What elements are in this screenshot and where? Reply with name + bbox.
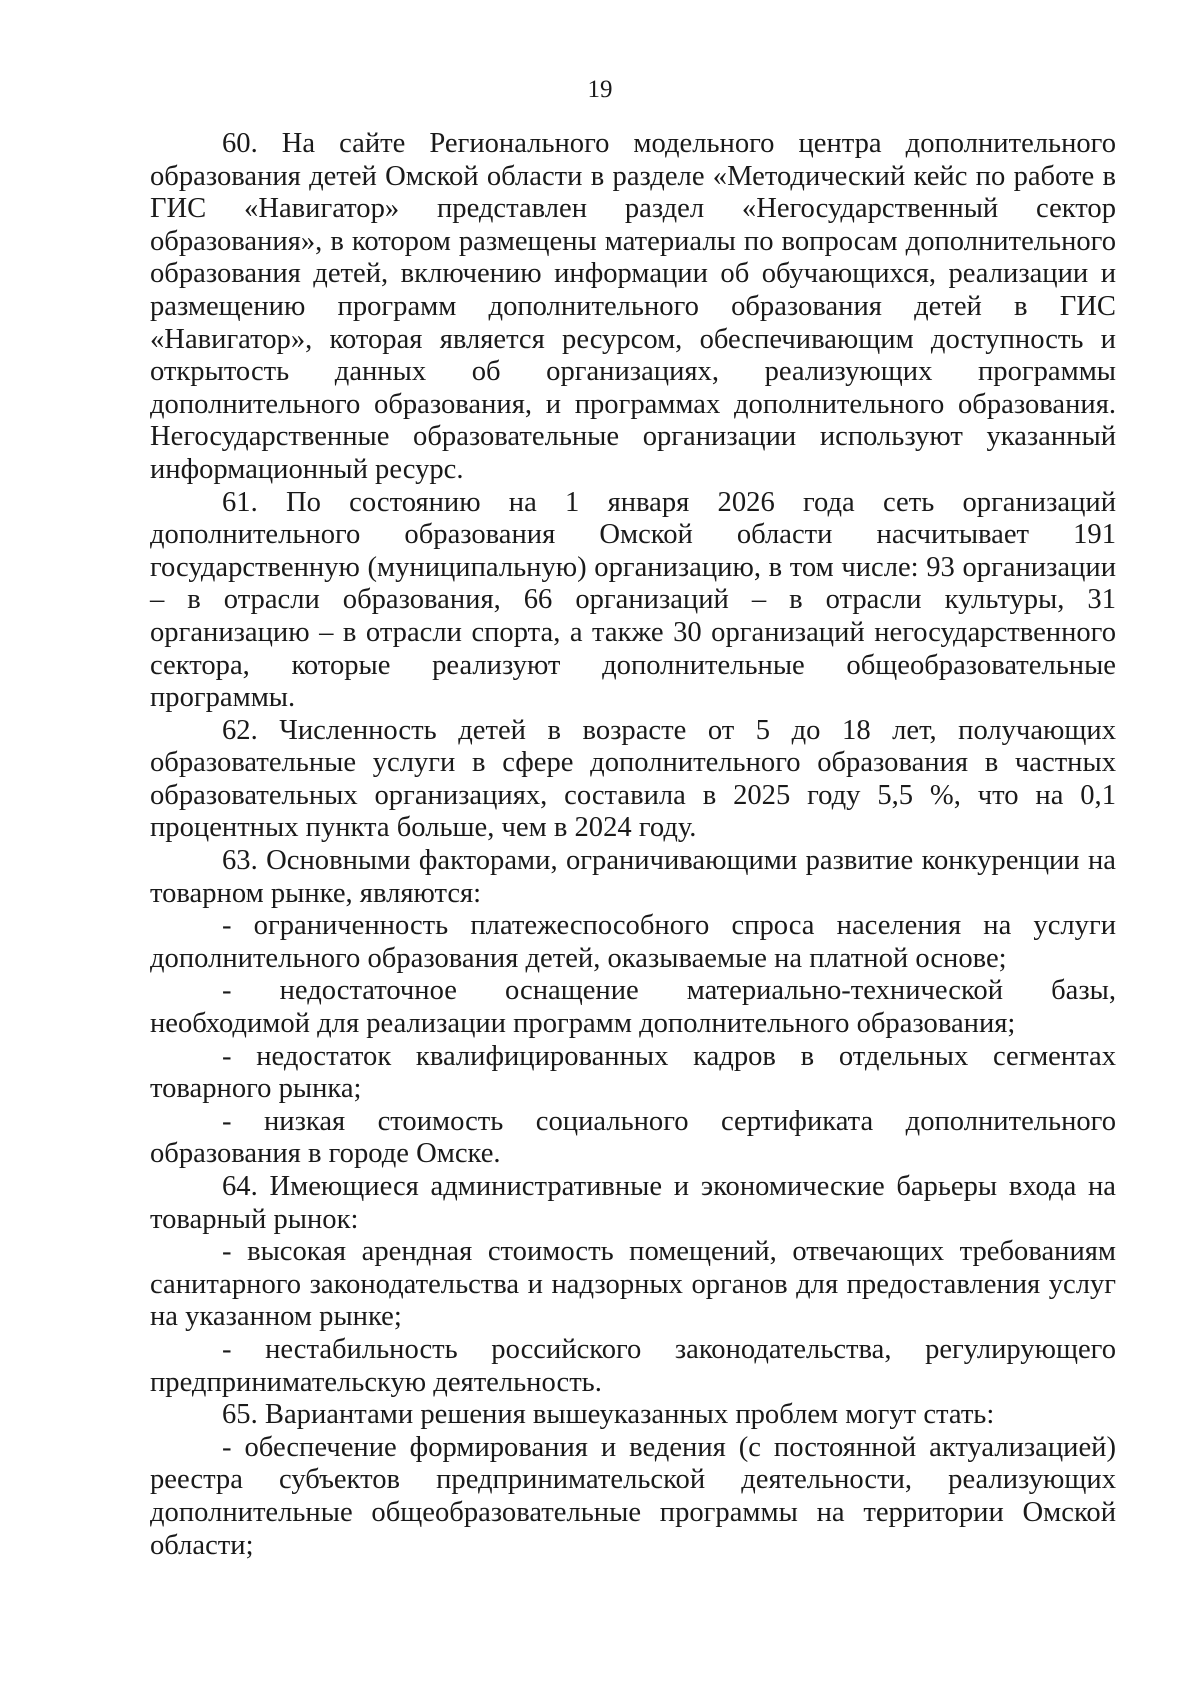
list-item-63-4: - низкая стоимость социального сертификата дополнительного образования в городе Омске. (150, 1105, 1116, 1170)
list-item-63-1: - ограниченность платежеспособного спроса населения на услуги дополнительного образования детей, оказываемые на платной основе; (150, 910, 1116, 974)
paragraph-63: 63. Основными факторами, ограничивающими развитие конкуренции на товарном рынке, являются: (150, 845, 1116, 909)
paragraph-62: 62. Численность детей в возрасте от 5 до 18 лет, получающих образовательные услуги в сфере дополнительного образования в частных образовательных организациях, составила в 2025 году 5,5 %, что на 0,1 процентных пункта больше, чем в 2024 году. (150, 714, 1116, 844)
list-item-65-1: - обеспечение формирования и ведения (с постоянной актуализацией) реестра субъектов предпринимательской деятельности, реализующих дополнительные общеобразовательные программы на территории Омской области; (150, 1431, 1116, 1561)
paragraph-61: 61. По состоянию на 1 января 2026 года сеть организаций дополнительного образования Омской области насчитывает 191 государственную (муниципальную) организацию, в том числе: 93 организации – в отрасли образования, 66 организаций – в отрасли культуры, 31 организацию – в отрасли спорта, а также 30 организаций негосударственного сектора, которые реализуют дополнительные общеобразовательные программы. (150, 486, 1116, 714)
paragraph-65: 65. Вариантами решения вышеуказанных проблем могут стать: (222, 1399, 995, 1431)
list-item-63-2: - недостаточное оснащение материально-технической базы, необходимой для реализации программ дополнительного образования; (150, 975, 1116, 1040)
document-body (150, 128, 1116, 1562)
list-item-64-2: - нестабильность российского законодательства, регулирующего предпринимательскую деятельность. (150, 1333, 1116, 1398)
paragraph-60: 60. На сайте Регионального модельного центра дополнительного образования детей Омской области в разделе «Методический кейс по работе в ГИС «Навигатор» представлен раздел «Негосударственный сектор образования», в котором размещены материалы по вопросам дополнительного образования детей, включению информации об обучающихся, реализации и размещению программ дополнительного образования детей в ГИС «Навигатор», которая является ресурсом, обеспечивающим доступность и открытость данных об организациях, реализующих программы дополнительного образования, и программах дополнительного образования. Негосударственные образовательные организации используют указанный информационный ресурс. (150, 128, 1116, 485)
paragraph-64: 64. Имеющиеся административные и экономические барьеры входа на товарный рынок: (150, 1171, 1116, 1235)
list-item-64-1: - высокая арендная стоимость помещений, отвечающих требованиям санитарного законодательства и надзорных органов для предоставления услуг на указанном рынке; (150, 1236, 1116, 1333)
page-number: 19 (587, 76, 613, 103)
list-item-63-3: - недостаток квалифицированных кадров в отдельных сегментах товарного рынка; (150, 1040, 1116, 1105)
